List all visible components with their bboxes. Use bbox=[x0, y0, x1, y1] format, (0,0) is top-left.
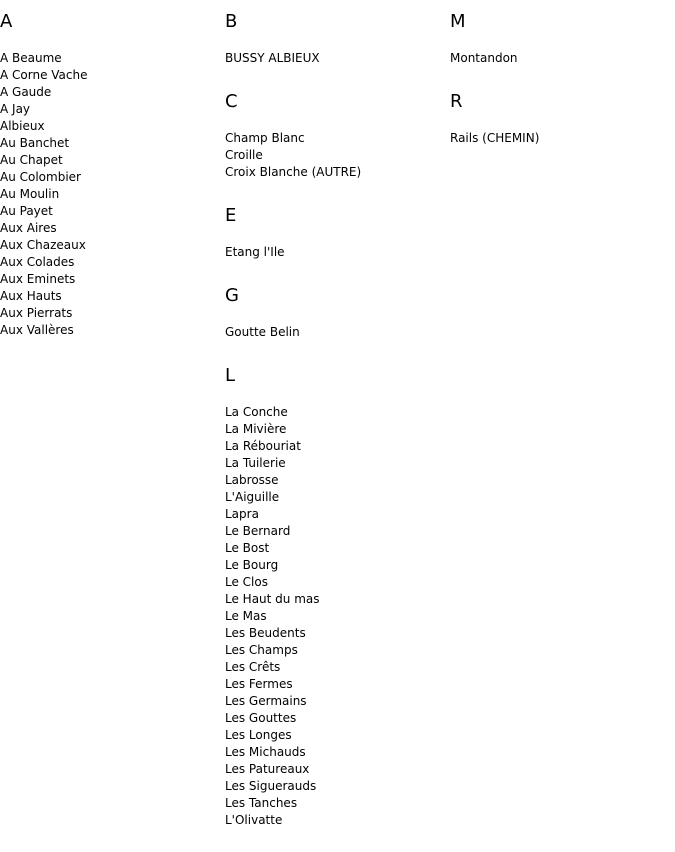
list-item bbox=[225, 489, 450, 506]
street-link[interactable]: Labrosse bbox=[225, 473, 279, 487]
street-link[interactable]: Les Patureaux bbox=[225, 762, 310, 776]
letter-heading: G bbox=[225, 285, 239, 306]
street-link[interactable]: Au Colombier bbox=[0, 170, 81, 184]
street-link[interactable]: A Corne Vache bbox=[0, 68, 88, 82]
letter-heading: E bbox=[225, 205, 237, 226]
street-list bbox=[450, 50, 675, 67]
letter-heading: B bbox=[225, 11, 238, 32]
letter-group-r bbox=[450, 90, 675, 147]
street-link[interactable]: Au Payet bbox=[0, 204, 53, 218]
street-link[interactable]: La Conche bbox=[225, 405, 288, 419]
street-link[interactable]: La Rébouriat bbox=[225, 439, 301, 453]
list-item bbox=[225, 608, 450, 625]
letter-group-g bbox=[225, 284, 450, 341]
list-item bbox=[225, 523, 450, 540]
index-column bbox=[0, 0, 225, 362]
list-item bbox=[0, 67, 225, 84]
list-item bbox=[225, 540, 450, 557]
list-item bbox=[225, 778, 450, 795]
street-link[interactable]: A Beaume bbox=[0, 51, 62, 65]
list-item bbox=[225, 761, 450, 778]
list-item bbox=[225, 244, 450, 261]
list-item bbox=[0, 84, 225, 101]
street-link[interactable]: La Tuilerie bbox=[225, 456, 286, 470]
list-item bbox=[0, 50, 225, 67]
street-link[interactable]: Les Michauds bbox=[225, 745, 306, 759]
list-item bbox=[0, 237, 225, 254]
letter-heading: L bbox=[225, 365, 236, 386]
list-item bbox=[0, 203, 225, 220]
street-link[interactable]: Le Haut du mas bbox=[225, 592, 320, 606]
street-list bbox=[225, 50, 450, 67]
list-item bbox=[225, 421, 450, 438]
street-link[interactable]: L'Olivatte bbox=[225, 813, 283, 827]
list-item bbox=[225, 324, 450, 341]
list-item bbox=[0, 220, 225, 237]
list-item bbox=[225, 727, 450, 744]
list-item bbox=[450, 130, 675, 147]
letter-heading: A bbox=[0, 11, 13, 32]
list-item bbox=[0, 169, 225, 186]
letter-group-m bbox=[450, 10, 675, 67]
list-item bbox=[450, 50, 675, 67]
list-item bbox=[225, 744, 450, 761]
street-link[interactable]: Aux Aires bbox=[0, 221, 57, 235]
street-link[interactable]: Aux Hauts bbox=[0, 289, 62, 303]
street-link[interactable]: Les Germains bbox=[225, 694, 307, 708]
street-link[interactable]: Les Tanches bbox=[225, 796, 298, 810]
street-list bbox=[0, 50, 225, 339]
list-item bbox=[225, 506, 450, 523]
street-link[interactable]: A Gaude bbox=[0, 85, 52, 99]
list-item bbox=[0, 254, 225, 271]
street-link[interactable]: Les Siguerauds bbox=[225, 779, 317, 793]
street-link[interactable]: Le Bourg bbox=[225, 558, 279, 572]
list-item bbox=[225, 659, 450, 676]
list-item bbox=[0, 101, 225, 118]
list-item bbox=[0, 322, 225, 339]
letter-heading: R bbox=[450, 91, 463, 112]
street-link[interactable]: Le Clos bbox=[225, 575, 268, 589]
street-link[interactable]: BUSSY ALBIEUX bbox=[225, 51, 320, 65]
list-item bbox=[225, 455, 450, 472]
list-item bbox=[0, 135, 225, 152]
list-item bbox=[225, 50, 450, 67]
list-item bbox=[225, 591, 450, 608]
street-link[interactable]: Croix Blanche (AUTRE) bbox=[225, 165, 362, 179]
street-link[interactable]: Montandon bbox=[450, 51, 518, 65]
street-link[interactable]: Le Bernard bbox=[225, 524, 291, 538]
street-link[interactable]: Albieux bbox=[0, 119, 45, 133]
list-item bbox=[225, 147, 450, 164]
list-item bbox=[225, 676, 450, 693]
index-column bbox=[450, 0, 675, 170]
street-link[interactable]: L'Aiguille bbox=[225, 490, 280, 504]
list-item bbox=[225, 693, 450, 710]
letter-heading: M bbox=[450, 11, 466, 32]
list-item bbox=[0, 305, 225, 322]
street-link[interactable]: Au Banchet bbox=[0, 136, 70, 150]
street-link[interactable]: Rails (CHEMIN) bbox=[450, 131, 540, 145]
street-link[interactable]: Au Chapet bbox=[0, 153, 63, 167]
list-item bbox=[225, 812, 450, 829]
list-item bbox=[225, 130, 450, 147]
street-link[interactable]: Au Moulin bbox=[0, 187, 60, 201]
list-item bbox=[225, 625, 450, 642]
street-link[interactable]: Aux Eminets bbox=[0, 272, 76, 286]
street-link[interactable]: Goutte Belin bbox=[225, 325, 300, 339]
list-item bbox=[225, 574, 450, 591]
street-link[interactable]: Les Longes bbox=[225, 728, 292, 742]
list-item bbox=[225, 710, 450, 727]
list-item bbox=[225, 557, 450, 574]
letter-group-c bbox=[225, 90, 450, 181]
list-item bbox=[0, 271, 225, 288]
street-link[interactable]: Croille bbox=[225, 148, 263, 162]
street-list bbox=[225, 130, 450, 181]
street-link[interactable]: Les Crêts bbox=[225, 660, 281, 674]
street-link[interactable]: Le Mas bbox=[225, 609, 267, 623]
street-list bbox=[450, 130, 675, 147]
street-link[interactable]: Aux Vallères bbox=[0, 323, 74, 337]
list-item bbox=[0, 118, 225, 135]
street-link[interactable]: Lapra bbox=[225, 507, 259, 521]
street-link[interactable]: Aux Pierrats bbox=[0, 306, 73, 320]
street-link[interactable]: Etang l'Ile bbox=[225, 245, 285, 259]
street-list bbox=[225, 324, 450, 341]
letter-heading: C bbox=[225, 91, 238, 112]
index-column bbox=[225, 0, 450, 852]
list-item bbox=[225, 404, 450, 421]
list-item bbox=[225, 472, 450, 489]
letter-group-a bbox=[0, 10, 225, 339]
list-item bbox=[0, 186, 225, 203]
street-link[interactable]: La Mivière bbox=[225, 422, 287, 436]
list-item bbox=[225, 438, 450, 455]
letter-group-l bbox=[225, 364, 450, 829]
letter-group-b bbox=[225, 10, 450, 67]
street-list bbox=[225, 404, 450, 829]
street-link[interactable]: A Jay bbox=[0, 102, 31, 116]
list-item bbox=[0, 288, 225, 305]
list-item bbox=[225, 795, 450, 812]
street-link[interactable]: Aux Chazeaux bbox=[0, 238, 86, 252]
list-item bbox=[225, 164, 450, 181]
street-link[interactable]: Les Beudents bbox=[225, 626, 306, 640]
street-link[interactable]: Le Bost bbox=[225, 541, 270, 555]
street-link[interactable]: Les Champs bbox=[225, 643, 298, 657]
street-link[interactable]: Les Fermes bbox=[225, 677, 293, 691]
street-list bbox=[225, 244, 450, 261]
list-item bbox=[225, 642, 450, 659]
street-link[interactable]: Aux Colades bbox=[0, 255, 75, 269]
list-item bbox=[0, 152, 225, 169]
letter-group-e bbox=[225, 204, 450, 261]
street-link[interactable]: Les Gouttes bbox=[225, 711, 297, 725]
street-link[interactable]: Champ Blanc bbox=[225, 131, 305, 145]
